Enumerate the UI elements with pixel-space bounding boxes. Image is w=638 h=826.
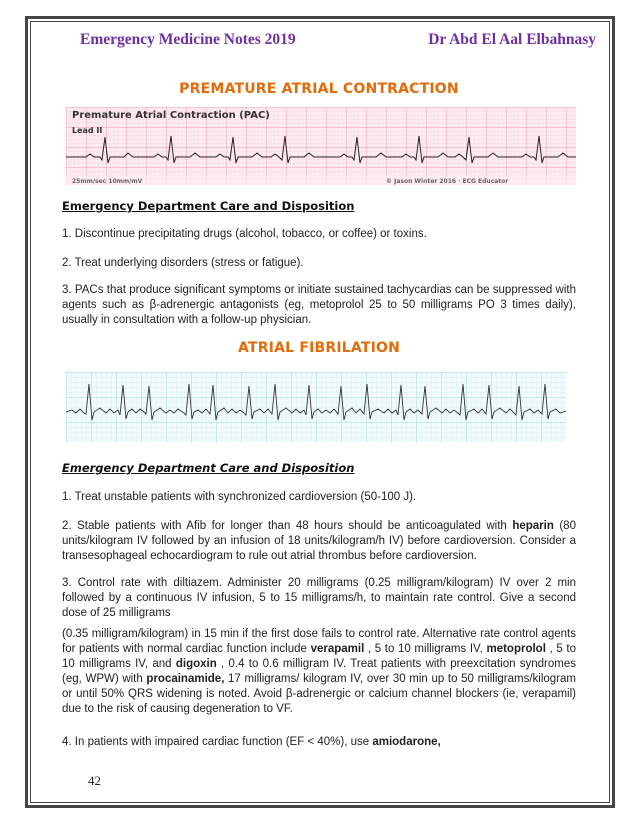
header-title: Emergency Medicine Notes 2019: [80, 31, 296, 48]
afib-item-4: [62, 735, 576, 750]
drug-metoprolol: metoprolol: [486, 643, 546, 655]
pac-ecg-strip: [66, 107, 576, 185]
drug-amiodarone: amiodarone,: [372, 736, 441, 748]
afib-item-3b-text-d: , 0.4 to 0.6 milligram IV. Treat patients with preexcitation syndromes (eg, WPW) with: [62, 658, 577, 685]
ecg-lead-label: Lead II: [72, 126, 103, 135]
afib-item-3b-text-b: , 5 to 10 milligrams IV,: [364, 643, 487, 655]
afib-item-3-continued: [62, 627, 576, 717]
afib-item-2-text-c: (80 units/kilogram IV followed by an infusion of 18 units/kilogram/h IV) before cardioversion. Consider a transesophageal echocardiogram to rule out atrial thrombus before cardioversion.: [62, 520, 576, 562]
afib-item-1: 1. Treat unstable patients with synchronized cardioversion (50-100 J).: [62, 491, 417, 503]
afib-item-3b-text-e: 17 milligrams/ kilogram IV, over 30 min up to 50 milligrams/kilogram or until 50% QRS widening is noted. Avoid β-adrenergic or calcium channel blockers (ie, verapamil) due to the risk of causing degeneration to VF.: [62, 673, 576, 715]
pac-item-3: 3. PACs that produce significant symptoms or initiate sustained tachycardias can be suppressed with agents such as β-adrenergic antagonists (eg, metoprolol 25 to 50 milligrams PO 3 times daily), usually in consultation with a follow-up physician.: [62, 284, 576, 326]
section-title-pac: PREMATURE ATRIAL CONTRACTION: [179, 81, 459, 97]
ecg-strip-title: Premature Atrial Contraction (PAC): [72, 110, 270, 121]
drug-digoxin: digoxin: [175, 658, 217, 670]
header-author: Dr Abd El Aal Elbahnasy: [428, 31, 596, 48]
pac-item-1: 1. Discontinue precipitating drugs (alcohol, tobacco, or coffee) or toxins.: [62, 228, 427, 240]
pac-item-2: 2. Treat underlying disorders (stress or fatigue).: [62, 257, 304, 269]
afib-item-2-heparin: heparin: [512, 520, 554, 532]
section-heading-afib: Emergency Department Care and Disposition: [62, 461, 355, 475]
afib-item-3b-text-c: , 5 to 10 milligrams IV, and: [62, 643, 576, 670]
afib-ecg-strip: [66, 372, 566, 442]
drug-procainamide: procainamide,: [146, 673, 225, 685]
afib-item-3: 3. Control rate with diltiazem. Administer 20 milligrams (0.25 milligram/kilogram) IV over 2 min followed by a continuous IV infusion, 5 to 15 milligrams/h, to maintain rate control. Give a second dose of 25 milligrams: [62, 577, 576, 619]
section-title-afib: ATRIAL FIBRILATION: [238, 340, 400, 356]
afib-item-2-text-a: 2. Stable patients with Afib for longer than 48 hours should be anticoagulated with: [62, 520, 513, 532]
ecg-footer-credit: © Jason Winter 2016 · ECG Educator: [386, 178, 509, 185]
page-number: 42: [88, 773, 101, 788]
afib-item-2: [62, 519, 576, 564]
drug-verapamil: verapamil: [310, 643, 365, 655]
afib-item-4-text: 4. In patients with impaired cardiac function (EF < 40%), use: [62, 736, 373, 748]
ecg-footer-speed: 25mm/sec 10mm/mV: [72, 178, 143, 185]
section-heading-pac: Emergency Department Care and Disposition: [62, 199, 355, 213]
afib-item-3b-text-a: (0.35 milligram/kilogram) in 15 min if the first dose fails to control rate. Alternative rate control agents for patients with normal cardiac function include: [62, 628, 576, 655]
